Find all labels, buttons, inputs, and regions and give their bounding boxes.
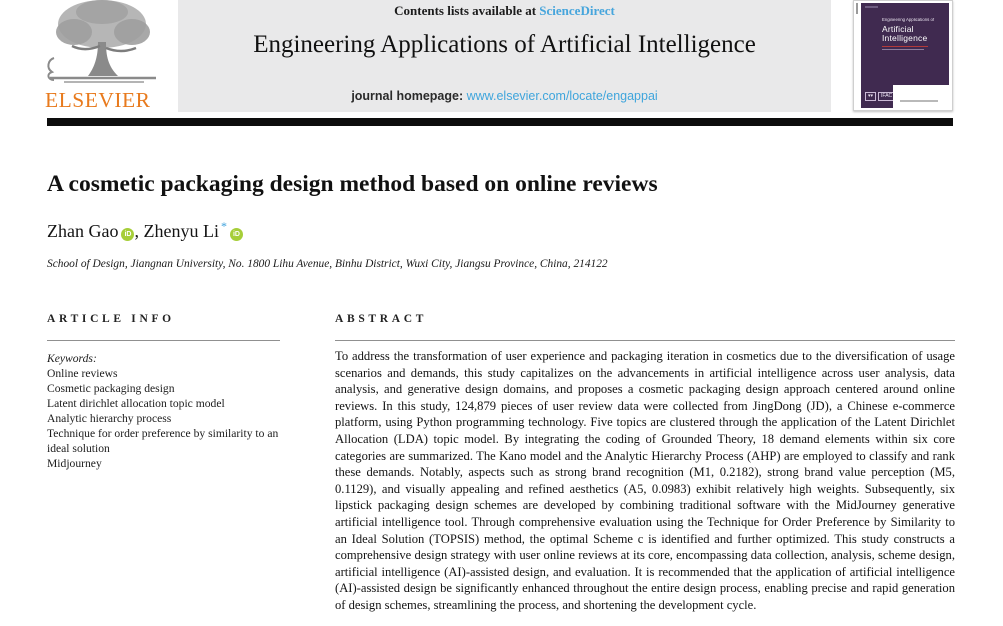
ifac-glyph-icon: ▾▾	[865, 92, 876, 101]
ifac-wordmark: IFAC	[878, 92, 895, 101]
journal-title: Engineering Applications of Artificial Intelligence	[253, 31, 756, 58]
orcid-icon[interactable]: iD	[230, 228, 243, 241]
keyword-item: Latent dirichlet allocation topic model	[47, 397, 225, 410]
cover-background	[861, 3, 949, 108]
orcid-icon[interactable]: iD	[121, 228, 134, 241]
contents-line	[178, 3, 831, 19]
article-info-heading: ARTICLE INFO	[47, 313, 175, 325]
article-info-rule	[47, 340, 280, 341]
keyword-item: Online reviews	[47, 367, 118, 380]
journal-banner	[178, 0, 831, 112]
author-1[interactable]: Zhan Gao	[47, 221, 119, 241]
homepage-line	[178, 89, 831, 103]
homepage-link[interactable]: www.elsevier.com/locate/engappai	[466, 89, 658, 103]
cover-subtitle-microtext	[882, 49, 924, 50]
paper-title: A cosmetic packaging design method based on online reviews	[47, 171, 658, 197]
cover-spine-microtext	[856, 3, 858, 14]
elsevier-tree-icon	[44, 0, 166, 86]
contents-prefix: Contents lists available at	[394, 3, 540, 18]
keyword-item: Analytic hierarchy process	[47, 412, 172, 425]
affiliation: School of Design, Jiangnan University, No. 1800 Lihu Avenue, Binhu District, Wuxi City, Jiangsu Province, China, 214122	[47, 258, 608, 270]
abstract-heading: ABSTRACT	[335, 313, 428, 325]
cover-series-label: Engineering Applications of	[882, 18, 935, 23]
keywords-block	[47, 351, 299, 471]
cover-title-block	[882, 18, 946, 50]
abstract-rule	[335, 340, 955, 341]
author-line	[47, 219, 243, 242]
keyword-item: Technique for order preference by similarity to an ideal solution	[47, 427, 279, 455]
keywords-label: Keywords:	[47, 352, 97, 365]
corresponding-author-marker[interactable]: *	[220, 219, 227, 233]
keyword-item: Midjourney	[47, 457, 102, 470]
ifac-logos	[865, 92, 895, 101]
abstract-text: To address the transformation of user experience and packaging iteration in cosmetics due to the diversification of usage scenarios and demands, this study capitalizes on the advancements in artificial intelligence across user analysis, data analysis, and generative design domains, and proposes a cosmetic packaging design approach centered around online reviews. In this study, 124,879 pieces of user review data were collected from JingDong (JD), a Chinese e-commerce platform, using Python programming technology. Five topics are clustered through the application of the Latent Dirichlet Allocation (LDA) topic model. By integrating the coding of Grounded Theory, 18 demand elements within six core categories are summarized. The Kano model and the Analytic Hierarchy Process (AHP) are employed to classify and rank these demands. Notably, aspects such as strong brand recognition (M1, 0.2182), strong brand value perception (M5, 0.1129), and visually appealing and refined aesthetics (A5, 0.0983) exhibit relatively high weights. Subsequently, six lipstick packaging design schemes are developed by combining traditional software with the MidJourney generative artificial intelligence tool. Through comprehensive evaluation using the Technique for Order Preference by Similarity to an Ideal Solution (TOPSIS) method, the optimal Scheme c is identified and further optimized. This study constructs a comprehensive design strategy with user online reviews at its core, encompassing data collection, analysis, scheme design, artificial intelligence (AI)-assisted design, and evaluation. It is recommended that the application of artificial intelligence (AI)-assisted design be significantly enhanced throughout the entire design process, enabling precise and rapid generation of design schemes, streamlining the process, and shortening the development cycle.	[335, 349, 955, 612]
sciencedirect-link[interactable]: ScienceDirect	[539, 3, 615, 18]
cover-top-microtext	[865, 6, 878, 8]
header-divider-bar	[47, 118, 953, 126]
author-separator: ,	[134, 221, 144, 241]
elsevier-wordmark: ELSEVIER	[45, 88, 151, 112]
cover-main-title: Artificial Intelligence	[882, 24, 928, 43]
homepage-prefix: journal homepage:	[351, 89, 467, 103]
cover-bottom-microtext	[900, 100, 938, 102]
elsevier-logo[interactable]	[44, 0, 166, 112]
cover-bottom-band	[893, 85, 949, 108]
cover-red-rule	[882, 46, 928, 47]
journal-cover-thumbnail[interactable]	[853, 0, 953, 111]
keyword-item: Cosmetic packaging design	[47, 382, 175, 395]
author-2[interactable]: Zhenyu Li	[143, 221, 219, 241]
